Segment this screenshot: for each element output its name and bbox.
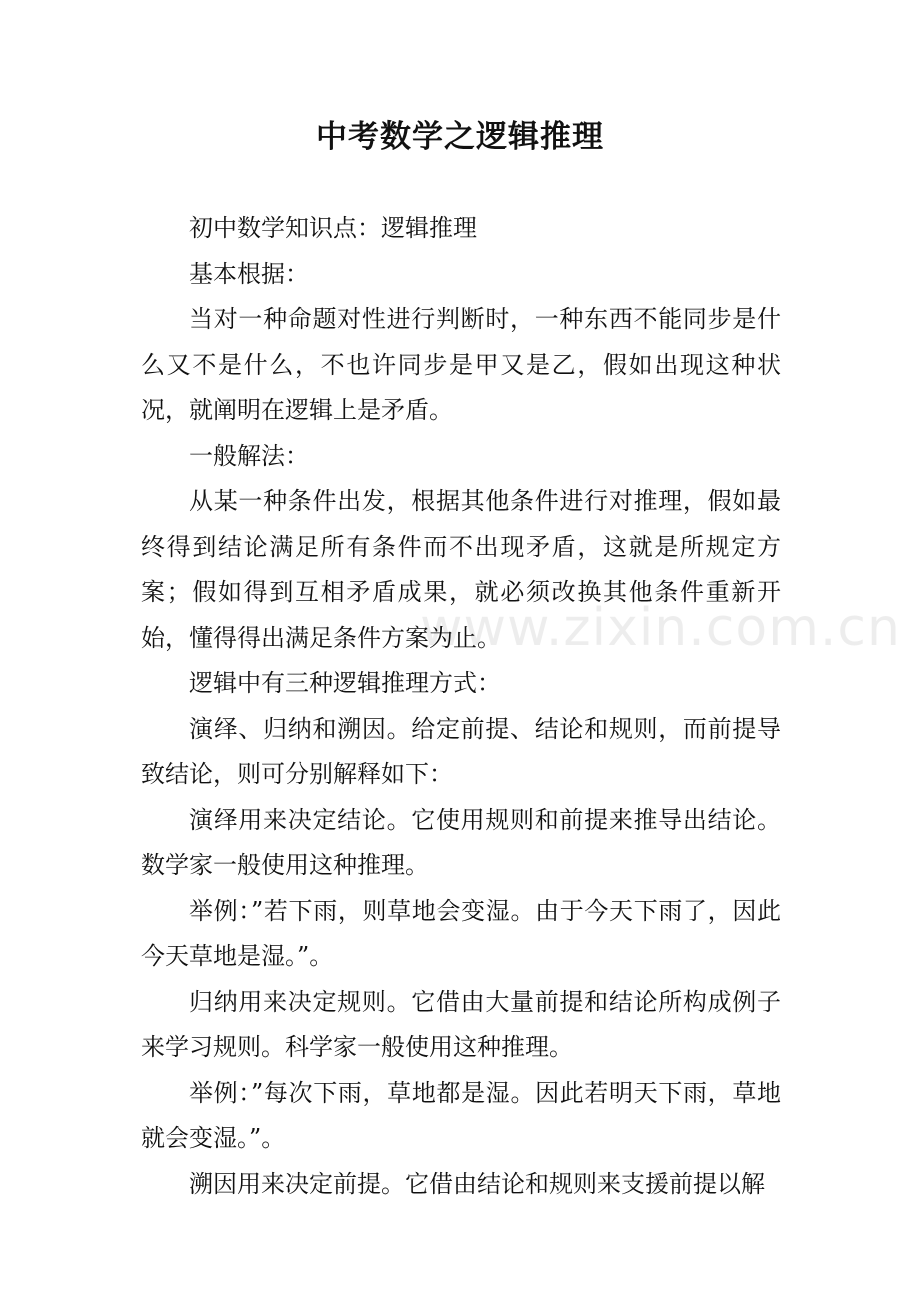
paragraph-method-heading: 一般解法： [189, 441, 309, 470]
paragraph-knowledge-point: 初中数学知识点：逻辑推理 [189, 214, 477, 242]
watermark: www.zixin.com.cn [420, 598, 901, 658]
paragraph-method: 从某一种条件出发，根据其他条件进行对推理，假如最终得到结论满足所有条件而不出现矛盾，这就是所规定方案；假如得到互相矛盾成果，就必须改换其他条件重新开始，懂得得出满足条件方案为止。 [141, 487, 781, 652]
paragraph-induction: 归纳用来决定规则。它借由大量前提和结论所构成例子来学习规则。科学家一般使用这种推理。 [141, 987, 781, 1061]
paragraph-deduction-example: 举例：”若下雨，则草地会变湿。由于今天下雨了，因此今天草地是湿。”。 [141, 896, 781, 970]
paragraph-basis-heading: 基本根据： [189, 259, 309, 288]
document-body [141, 206, 781, 1207]
paragraph-induction-example: 举例：”每次下雨，草地都是湿。因此若明天下雨，草地就会变湿。”。 [141, 1078, 781, 1152]
paragraph-three-modes: 逻辑中有三种逻辑推理方式： [189, 669, 501, 697]
document-title: 中考数学之逻辑推理 [316, 119, 604, 155]
paragraph-abduction: 溯因用来决定前提。它借由结论和规则来支援前提以解 [189, 1169, 765, 1198]
paragraph-deduction: 演绎用来决定结论。它使用规则和前提来推导出结论。数学家一般使用这种推理。 [141, 805, 781, 879]
paragraph-basis: 当对一种命题对性进行判断时，一种东西不能同步是什么又不是什么，不也许同步是甲又是乙，假如出现这种状况，就阐明在逻辑上是矛盾。 [141, 305, 781, 424]
paragraph-modes-list: 演绎、归纳和溯因。给定前提、结论和规则，而前提导致结论，则可分别解释如下： [141, 714, 781, 788]
